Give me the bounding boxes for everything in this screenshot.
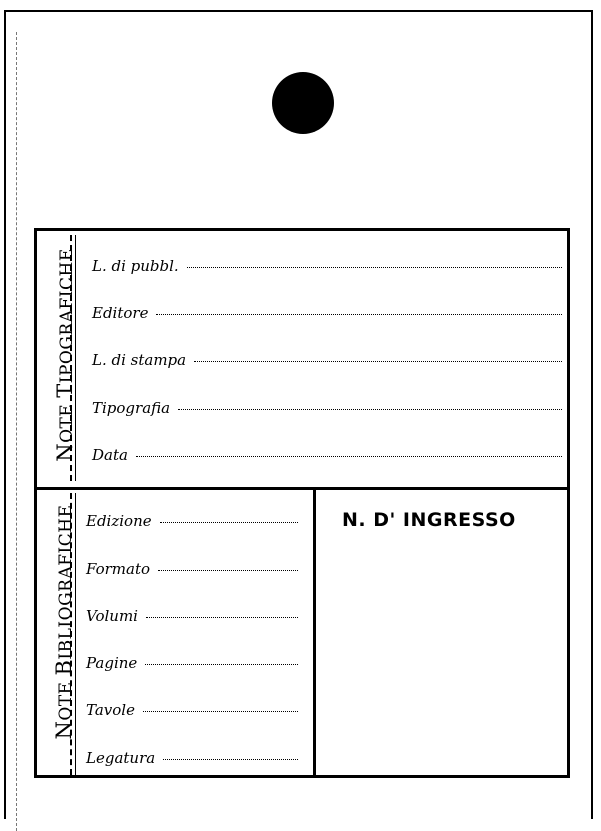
bibliographic-notes-heading: NOTE BIBLIOGRAFICHE xyxy=(52,504,76,740)
card-edge-line xyxy=(16,32,18,831)
fill-line xyxy=(178,408,562,410)
typographic-notes-heading: NOTE TIPOGRAFICHE xyxy=(53,248,77,462)
field-tavole: Tavole xyxy=(86,701,298,719)
field-luogo-stampa: L. di stampa xyxy=(92,351,562,369)
fill-line xyxy=(187,266,562,268)
fill-line xyxy=(146,616,298,618)
punch-hole xyxy=(272,72,334,134)
ingresso-heading: N. D' INGRESSO xyxy=(342,509,516,531)
field-legatura: Legatura xyxy=(86,749,298,767)
fill-line xyxy=(145,663,298,665)
field-tipografia: Tipografia xyxy=(92,399,562,417)
field-editore: Editore xyxy=(92,304,562,322)
field-luogo-pubblicazione: L. di pubbl. xyxy=(92,257,562,275)
section-divider xyxy=(37,487,567,490)
fill-line xyxy=(194,360,562,362)
field-volumi: Volumi xyxy=(86,607,298,625)
fill-line xyxy=(156,313,562,315)
fill-line xyxy=(160,521,298,523)
fill-line xyxy=(143,710,298,712)
card-form xyxy=(34,228,570,778)
field-pagine: Pagine xyxy=(86,654,298,672)
ingresso-column-divider xyxy=(313,490,316,778)
field-data: Data xyxy=(92,446,562,464)
field-formato: Formato xyxy=(86,560,298,578)
fill-line xyxy=(158,569,298,571)
fill-line xyxy=(136,455,562,457)
field-edizione: Edizione xyxy=(86,512,298,530)
fill-line xyxy=(163,758,298,760)
